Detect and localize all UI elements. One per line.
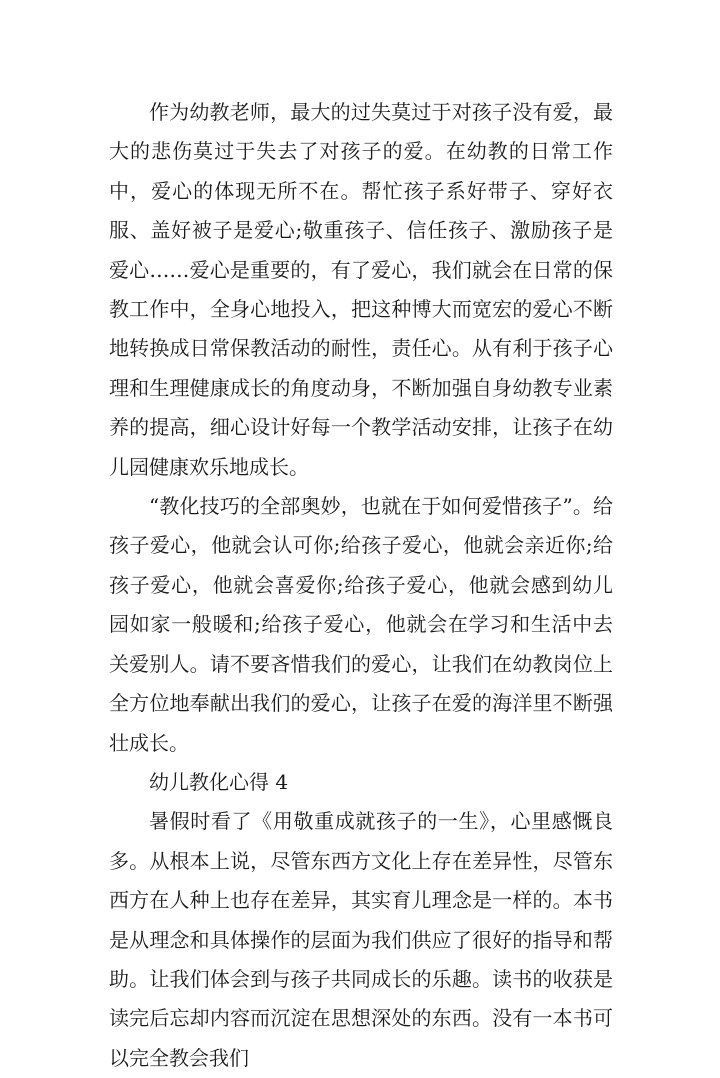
document-body [109,93,613,1078]
paragraph-book-reflection: 暑假时看了《用敬重成就孩子的一生》，心里感慨良多。从根本上说，尽管东西方文化上存在差异性，尽管东西方在人种上也存在差异，其实育儿理念是一样的。本书是从理念和具体操作的层面为我们供应了很好的指导和帮助。让我们体会到与孩子共同成长的乐趣。读书的收获是读完后忘却内容而沉淀在思想深处的东西。没有一本书可以完全教会我们 [109,809,613,1070]
section-heading: 幼儿教化心得 4 [149,769,289,794]
paragraph-cherish-children: “教化技巧的全部奥妙，也就在于如何爱惜孩子”。给孩子爱心，他就会认可你;给孩子爱心，他就会亲近你;给孩子爱心，他就会喜爱你;给孩子爱心，他就会感到幼儿园如家一般暖和;给孩子爱心，他就会在学习和生活中去关爱别人。请不要吝惜我们的爱心，让我们在幼教岗位上全方位地奉献出我们的爱心，让孩子在爱的海洋里不断强壮成长。 [109,494,613,755]
paragraph-love-in-teaching: 作为幼教老师，最大的过失莫过于对孩子没有爱，最大的悲伤莫过于失去了对孩子的爱。在幼教的日常工作中，爱心的体现无所不在。帮忙孩子系好带子、穿好衣服、盖好被子是爱心;敬重孩子、信任孩子、激励孩子是爱心……爱心是重要的，有了爱心，我们就会在日常的保教工作中，全身心地投入，把这种博大而宽宏的爱心不断地转换成日常保教活动的耐性，责任心。从有利于孩子心理和生理健康成长的角度动身，不断加强自身幼教专业素养的提高，细心设计好每一个教学活动安排，让孩子在幼儿园健康欢乐地成长。 [109,100,613,479]
